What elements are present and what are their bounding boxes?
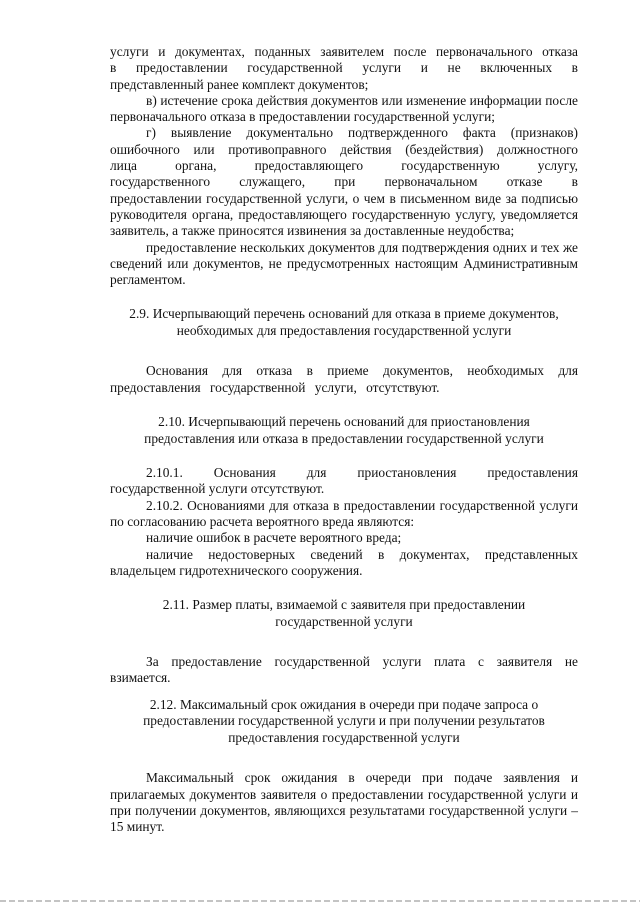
- section-2-10-heading: 2.10. Исчерпывающий перечень оснований для приостановления предоставления или отказа в предоставлении государственной услуги: [144, 414, 544, 446]
- paragraph-v: в) истечение срока действия документов или изменение информации после первоначального отказа в предоставлении государственной услуги;: [110, 92, 578, 125]
- section-2-12-heading: 2.12. Максимальный срок ожидания в очереди при подаче запроса о: [149, 696, 539, 712]
- paragraph-line: в предоставлении государственной услуги и не включенных в: [110, 60, 578, 76]
- section-2-10-item: наличие ошибок в расчете вероятного вреда;: [146, 530, 402, 546]
- paragraph-multiple-docs: предоставление нескольких документов для подтверждения одних и тех же сведений или документов, не предусмотренных настоящим Административным регламентом.: [110, 239, 578, 288]
- section-2-10-2: 2.10.2. Основаниями для отказа в предоставлении государственной услуги по согласованию расчета вероятного вреда являются:: [110, 497, 578, 529]
- paragraph-line: лица органа, предоставляющего государственную услугу,: [110, 158, 578, 174]
- section-2-9-body: Основания для отказа в приеме документов, необходимых для предоставления государственной услуги, отсутствуют.: [110, 363, 578, 395]
- section-2-12-heading: предоставления государственной услуги: [228, 729, 460, 745]
- paragraph-line: государственного служащего, при первоначальном отказе в: [110, 174, 578, 190]
- document-page: [110, 44, 578, 835]
- paragraph-line: услуги и документах, поданных заявителем после первоначального отказа: [110, 44, 578, 59]
- section-2-11-heading: государственной услуги: [275, 613, 413, 629]
- section-2-12-body: Максимальный срок ожидания в очереди при подаче заявления и прилагаемых документов заявителя о предоставлении государственной услуги и при получении документов, являющихся результатами государственной услуги – 15 минут.: [110, 770, 578, 835]
- section-2-10-item: наличие недостоверных сведений в документах, представленных владельцем гидротехнического сооружения.: [110, 546, 578, 578]
- paragraph-line: ошибочного или противоправного действия (бездействия) должностного: [110, 141, 578, 157]
- paragraph-line: г) выявление документально подтвержденного факта (признаков): [146, 125, 578, 141]
- paragraph-g: предоставлении государственной услуги, о чем в письменном виде за подписью руководителя органа, предоставляющего государственную услугу, уведомляется заявитель, а также приносятся извинения за доставленные неудобства;: [110, 190, 578, 239]
- section-2-9-heading: 2.9. Исчерпывающий перечень оснований для отказа в приеме документов, необходимых для предоставления государственной услуги: [129, 306, 559, 338]
- scan-edge-artifact: [0, 900, 640, 902]
- section-2-11-heading: 2.11. Размер платы, взимаемой с заявителя при предоставлении: [162, 597, 526, 613]
- section-2-10-1-line: 2.10.1. Основания для приостановления предоставления: [146, 465, 578, 481]
- paragraph-line: представленный ранее комплект документов;: [110, 76, 369, 92]
- section-2-11-body: За предоставление государственной услуги плата с заявителя не взимается.: [110, 654, 578, 686]
- section-2-10-1-line: государственной услуги отсутствуют.: [110, 481, 325, 497]
- section-2-12-heading: предоставлении государственной услуги и при получении результатов: [143, 713, 545, 729]
